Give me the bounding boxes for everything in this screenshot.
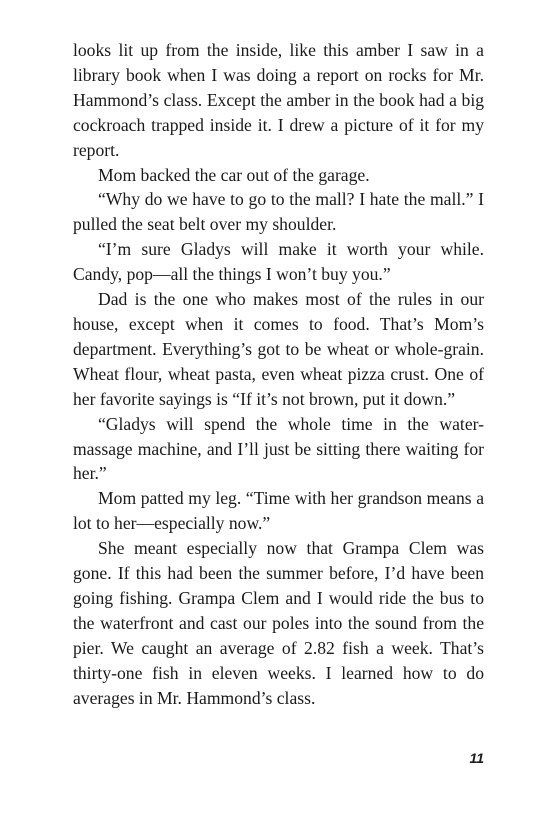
page-number: 11 (469, 750, 484, 766)
paragraph-7: Mom patted my leg. “Time with her grandson means a lot to her—especially now.” (73, 488, 484, 534)
paragraph-4: “I’m sure Gladys will make it worth your while. Candy, pop—all the things I won’t buy you.” (73, 239, 484, 285)
paragraph-2: Mom backed the car out of the garage. (98, 164, 370, 185)
paragraph-1: looks lit up from the inside, like this amber I saw in a library book when I was doing a report on rocks for Mr. Hammond’s class. Except the amber in the book had a big cockroach trapped inside it. I drew a picture of it for my report. (73, 40, 484, 160)
page-body (73, 38, 484, 710)
paragraph-8: She meant especially now that Grampa Clem was gone. If this had been the summer before, I’d have been going fishing. Grampa Clem and I would ride the bus to the waterfront and cast our poles into the sound from the pier. We caught an average of 2.82 fish a week. That’s thirty-one fish in eleven weeks. I learned how to do averages in Mr. Hammond’s class. (73, 538, 484, 708)
paragraph-6: “Gladys will spend the whole time in the water-massage machine, and I’ll just be sitting there waiting for her.” (73, 413, 484, 484)
paragraph-3: “Why do we have to go to the mall? I hate the mall.” I pulled the seat belt over my shoulder. (73, 189, 484, 235)
paragraph-5: Dad is the one who makes most of the rules in our house, except when it comes to food. That’s Mom’s department. Everything’s got to be wheat or whole-grain. Wheat flour, wheat pasta, even wheat pizza crust. One of her favorite sayings is “If it’s not brown, put it down.” (73, 289, 484, 409)
